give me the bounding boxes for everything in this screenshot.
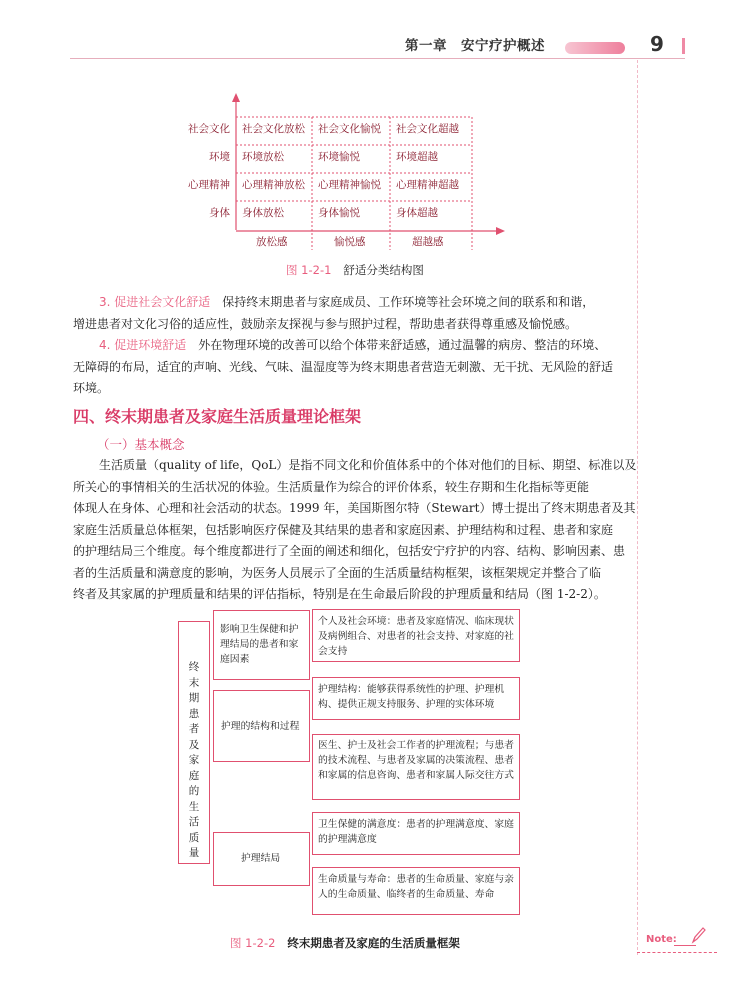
fig1-cell: 心理精神放松 <box>242 179 305 191</box>
note-label: Note: <box>646 934 677 945</box>
fig1-cell: 身体愉悦 <box>318 207 360 219</box>
main-line: 终者及其家属的护理质量和结果的评估指标，特别是在生命最后阶段的护理质量和结局（图 1-2-2）。 <box>73 587 606 601</box>
fig2-leaf-text: 卫生保健的满意度：患者的护理满意度、家庭的护理满意度 <box>318 819 514 845</box>
header-rule <box>70 58 685 59</box>
main-line: 生活质量（quality of life，QoL）是指不同文化和价值体系中的个体对他们的目标、期望、标准以及 <box>99 458 637 472</box>
fig2-leaf-text: 生命质量与寿命：患者的生命质量、家庭与亲人的生命质量、临终者的生命质量、寿命 <box>318 874 514 900</box>
figure-2-caption <box>230 935 460 951</box>
fig1-cell: 环境愉悦 <box>318 151 360 163</box>
fig1-cell: 社会文化愉悦 <box>318 123 381 135</box>
paragraph-4 <box>73 335 633 400</box>
fig1-row-label: 身体 <box>209 207 230 219</box>
fig1-cell: 心理精神超越 <box>396 179 459 191</box>
note-rule <box>637 952 717 953</box>
figure-1-axes <box>200 90 520 250</box>
fig1-cell: 身体放松 <box>242 207 284 219</box>
main-line: 者的生活质量和满意度的影响，为医务人员展示了全面的生活质量结构框架，该框架规定并整合了临 <box>73 565 602 580</box>
fig2-leaf-text: 个人及社会环境：患者及家庭情况、临床现状及病例组合、对患者的社会支持、对家庭的社会支持 <box>318 616 514 657</box>
main-line: 家庭生活质量总体框架，包括影响医疗保健及其结果的患者和家庭因素、护理结构和过程、患者和家庭 <box>73 522 614 537</box>
subheading: （一）基本概念 <box>97 437 185 452</box>
fig1-cell: 环境超越 <box>396 151 438 163</box>
fig2-root-label: 终末期患者及家庭的生活质量 <box>188 661 200 859</box>
main-line: 的护理结局三个维度。每个维度都进行了全面的阐述和细化，包括安宁疗护的内容、结构、影响因素、患 <box>73 544 626 558</box>
fig1-row-label: 社会文化 <box>188 123 230 135</box>
paragraph-4-lead: 4. 促进环境舒适 <box>99 338 187 352</box>
fig1-col-label: 愉悦感 <box>334 236 366 248</box>
fig1-cell: 环境放松 <box>242 151 284 163</box>
fig2-root-text <box>178 660 210 862</box>
fig1-col-label: 超越感 <box>412 236 444 248</box>
fig1-row-label: 心理精神 <box>188 179 230 191</box>
fig1-col-label: 放松感 <box>256 236 288 248</box>
fig2-leaf-text: 护理结构：能够获得系统性的护理、护理机构、提供正规支持服务、护理的实体环境 <box>318 684 505 710</box>
paragraph-3 <box>73 292 633 335</box>
paragraph-3-lead: 3. 促进社会文化舒适 <box>99 295 211 309</box>
fig2-mid-text: 影响卫生保健和护理结局的患者和家庭因素 <box>220 624 299 665</box>
fig2-mid-text: 护理的结构和过程 <box>221 721 300 732</box>
fig1-cell: 心理精神愉悦 <box>318 179 381 191</box>
main-line: 体现人在身体、心理和社会活动的状态。1999 年，美国斯图尔特（Stewart）博士提出了终末期患者及其 <box>73 501 636 515</box>
figure-2-number: 图 1-2-2 <box>230 936 276 950</box>
paragraph-4-line: 环境。 <box>73 381 110 395</box>
paragraph-3-line: 增进患者对文化习俗的适应性，鼓励亲友探视与参与照护过程，帮助患者获得尊重感及愉悦感。 <box>73 316 578 331</box>
page-number: 9 <box>650 32 664 56</box>
chapter-title: 第一章 安宁疗护概述 <box>405 38 545 54</box>
figure-1-caption <box>286 262 424 278</box>
paragraph-3-line: 保持终末期患者与家庭成员、工作环境等社会环境之间的联系和和谐， <box>222 295 595 309</box>
main-line: 所关心的事情相关的生活状况的体验。生活质量作为综合的评价体系，较生存期和生化指标等更能 <box>73 479 590 494</box>
fig1-cell: 身体超越 <box>396 207 438 219</box>
main-paragraph <box>73 455 638 606</box>
fig1-cell: 社会文化放松 <box>242 123 305 135</box>
fig1-cell: 社会文化超越 <box>396 123 459 135</box>
figure-1-number: 图 1-2-1 <box>286 263 332 277</box>
figure-1-title: 舒适分类结构图 <box>343 263 424 277</box>
header-accent-bar <box>565 42 625 54</box>
figure-2-title: 终末期患者及家庭的生活质量框架 <box>287 936 460 950</box>
fig2-mid-text: 护理结局 <box>241 853 281 864</box>
section-heading: 四、终末期患者及家庭生活质量理论框架 <box>73 407 362 426</box>
note-underline <box>674 945 696 946</box>
fig1-row-label: 环境 <box>209 151 230 163</box>
paragraph-4-line: 无障碍的布局，适宜的声响、光线、气味、温湿度等为终末期患者营造无刺激、无干扰、无风险的舒适 <box>73 359 614 374</box>
paragraph-4-line: 外在物理环境的改善可以给个体带来舒适感，通过温馨的病房、整洁的环境、 <box>198 338 607 352</box>
header-tick <box>682 38 685 54</box>
fig2-leaf-text: 医生、护士及社会工作者的护理流程；与患者的技术流程、与患者及家属的决策流程、患者和家属的信息咨询、患者和家属人际交往方式 <box>318 740 514 781</box>
pencil-icon <box>690 925 706 945</box>
